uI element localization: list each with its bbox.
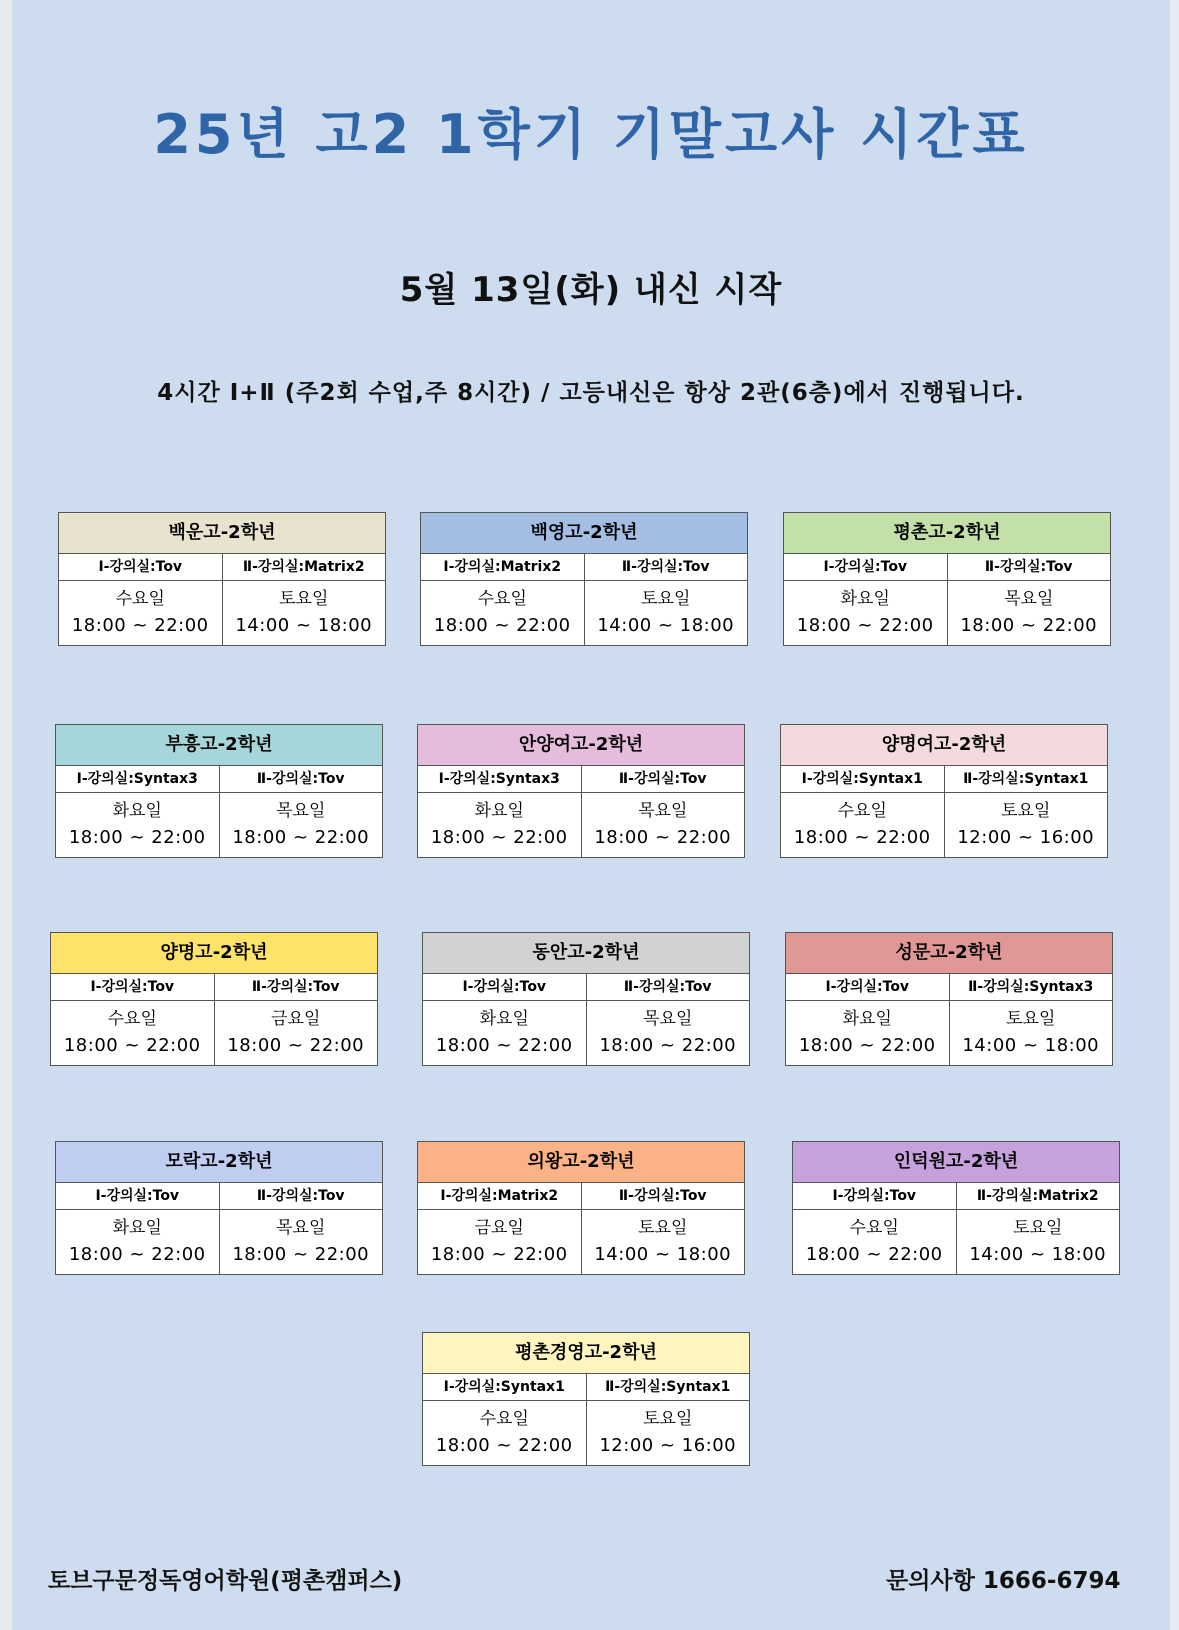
classroom-row	[784, 554, 1110, 581]
timetable-poster	[12, 0, 1170, 1630]
session-2	[586, 1001, 750, 1065]
schedule-row	[793, 1210, 1119, 1274]
classroom-2: Ⅱ-강의실:Matrix2	[956, 1183, 1120, 1209]
schedule-row	[59, 581, 385, 645]
session-2	[222, 581, 386, 645]
classroom-row	[423, 1374, 749, 1401]
session-2-time: 18:00 ~ 22:00	[594, 827, 732, 848]
classroom-row	[786, 974, 1112, 1001]
school-name: 안양여고-2학년	[418, 725, 744, 766]
classroom-2: Ⅱ-강의실:Syntax3	[949, 974, 1113, 1000]
session-1-day: 수요일	[837, 801, 887, 821]
session-2-time: 18:00 ~ 22:00	[232, 1244, 370, 1265]
session-1-day: 화요일	[840, 589, 890, 609]
session-2-day: 토요일	[279, 589, 329, 609]
class-info-text: 4시간 Ⅰ+Ⅱ (주2회 수업,주 8시간) / 고등내신은 항상 2관(6층)에서 진행됩니다.	[157, 380, 1025, 406]
schedule-row	[784, 581, 1110, 645]
session-1-time: 18:00 ~ 22:00	[430, 827, 568, 848]
classroom-row	[59, 554, 385, 581]
classroom-2: Ⅱ-강의실:Tov	[581, 1183, 745, 1209]
classroom-row	[793, 1183, 1119, 1210]
session-2-time: 12:00 ~ 16:00	[957, 827, 1095, 848]
session-2-time: 18:00 ~ 22:00	[232, 827, 370, 848]
school-name: 부흥고-2학년	[56, 725, 382, 766]
session-2	[219, 1210, 383, 1274]
session-2-time: 14:00 ~ 18:00	[969, 1244, 1107, 1265]
schedule-row	[56, 1210, 382, 1274]
session-1-day: 화요일	[474, 801, 524, 821]
contact-number: 문의사항 1666-6794	[886, 1568, 1121, 1594]
classroom-2: Ⅱ-강의실:Tov	[219, 766, 383, 792]
session-1-day: 수요일	[479, 1409, 529, 1429]
session-1	[793, 1210, 956, 1274]
session-2-time: 14:00 ~ 18:00	[962, 1035, 1100, 1056]
classroom-1: Ⅰ-강의실:Tov	[95, 1188, 180, 1204]
classroom-1: Ⅰ-강의실:Syntax3	[76, 771, 198, 787]
school-card	[780, 724, 1108, 858]
classroom-1: Ⅰ-강의실:Tov	[825, 979, 910, 995]
school-card	[417, 724, 745, 858]
session-2-day: 토요일	[643, 1409, 693, 1429]
schedule-row	[51, 1001, 377, 1065]
session-1-time: 18:00 ~ 22:00	[796, 615, 934, 636]
session-1	[56, 793, 219, 857]
session-1	[423, 1401, 586, 1465]
session-2-time: 12:00 ~ 16:00	[599, 1435, 737, 1456]
session-2-day: 목요일	[276, 801, 326, 821]
classroom-1: Ⅰ-강의실:Tov	[823, 559, 908, 575]
session-1-time: 18:00 ~ 22:00	[435, 1435, 573, 1456]
session-2-day: 목요일	[638, 801, 688, 821]
session-1	[786, 1001, 949, 1065]
session-2	[956, 1210, 1120, 1274]
session-1	[56, 1210, 219, 1274]
session-1	[421, 581, 584, 645]
school-name: 인덕원고-2학년	[793, 1142, 1119, 1183]
classroom-1: Ⅰ-강의실:Tov	[90, 979, 175, 995]
session-1	[423, 1001, 586, 1065]
school-card	[58, 512, 386, 646]
classroom-row	[56, 766, 382, 793]
session-1-time: 18:00 ~ 22:00	[433, 615, 571, 636]
classroom-1: Ⅰ-강의실:Matrix2	[443, 559, 562, 575]
classroom-2: Ⅱ-강의실:Tov	[219, 1183, 383, 1209]
classroom-row	[421, 554, 747, 581]
session-1-day: 금요일	[474, 1218, 524, 1238]
classroom-2: Ⅱ-강의실:Syntax1	[944, 766, 1108, 792]
session-1-time: 18:00 ~ 22:00	[71, 615, 209, 636]
session-1-time: 18:00 ~ 22:00	[68, 827, 206, 848]
session-1-day: 수요일	[849, 1218, 899, 1238]
session-2	[214, 1001, 378, 1065]
classroom-1: Ⅰ-강의실:Tov	[462, 979, 547, 995]
session-1-day: 수요일	[477, 589, 527, 609]
schedule-row	[423, 1401, 749, 1465]
session-2-day: 토요일	[1013, 1218, 1063, 1238]
session-2	[586, 1401, 750, 1465]
classroom-row	[418, 766, 744, 793]
school-name: 평촌경영고-2학년	[423, 1333, 749, 1374]
school-name: 양명고-2학년	[51, 933, 377, 974]
classroom-row	[51, 974, 377, 1001]
classroom-2: Ⅱ-강의실:Tov	[586, 974, 750, 1000]
classroom-1: Ⅰ-강의실:Syntax1	[443, 1379, 565, 1395]
session-1	[418, 793, 581, 857]
classroom-1: Ⅰ-강의실:Syntax1	[801, 771, 923, 787]
session-1-day: 화요일	[112, 1218, 162, 1238]
schedule-row	[781, 793, 1107, 857]
session-2-time: 14:00 ~ 18:00	[597, 615, 735, 636]
classroom-1: Ⅰ-강의실:Matrix2	[440, 1188, 559, 1204]
classroom-2: Ⅱ-강의실:Tov	[214, 974, 378, 1000]
school-card	[792, 1141, 1120, 1275]
academy-name: 토브구문정독영어학원(평촌캠퍼스)	[48, 1568, 403, 1594]
schedule-row	[421, 581, 747, 645]
session-1	[418, 1210, 581, 1274]
school-card	[422, 932, 750, 1066]
school-name: 평촌고-2학년	[784, 513, 1110, 554]
session-2-time: 14:00 ~ 18:00	[235, 615, 373, 636]
classroom-2: Ⅱ-강의실:Tov	[581, 766, 745, 792]
classroom-1: Ⅰ-강의실:Tov	[832, 1188, 917, 1204]
session-2	[947, 581, 1111, 645]
session-2-day: 목요일	[1004, 589, 1054, 609]
school-name: 양명여고-2학년	[781, 725, 1107, 766]
schedule-row	[418, 793, 744, 857]
session-1-day: 수요일	[107, 1009, 157, 1029]
classroom-2: Ⅱ-강의실:Tov	[947, 554, 1111, 580]
session-2-time: 18:00 ~ 22:00	[227, 1035, 365, 1056]
session-2	[949, 1001, 1113, 1065]
school-card	[55, 1141, 383, 1275]
classroom-1: Ⅰ-강의실:Tov	[98, 559, 183, 575]
page-title: 25년 고2 1학기 기말고사 시간표	[153, 103, 1029, 166]
session-1-day: 화요일	[112, 801, 162, 821]
session-1	[781, 793, 944, 857]
session-2-day: 토요일	[1006, 1009, 1056, 1029]
school-card	[783, 512, 1111, 646]
session-1	[784, 581, 947, 645]
schedule-row	[786, 1001, 1112, 1065]
session-2-day: 토요일	[1001, 801, 1051, 821]
session-1-time: 18:00 ~ 22:00	[793, 827, 931, 848]
session-1	[59, 581, 222, 645]
school-card	[55, 724, 383, 858]
classroom-2: Ⅱ-강의실:Matrix2	[222, 554, 386, 580]
school-card	[785, 932, 1113, 1066]
school-card	[422, 1332, 750, 1466]
schedule-row	[418, 1210, 744, 1274]
session-1-day: 화요일	[479, 1009, 529, 1029]
schedule-row	[56, 793, 382, 857]
session-2-day: 금요일	[271, 1009, 321, 1029]
schedule-row	[423, 1001, 749, 1065]
school-name: 동안고-2학년	[423, 933, 749, 974]
school-name: 의왕고-2학년	[418, 1142, 744, 1183]
classroom-row	[781, 766, 1107, 793]
session-2	[584, 581, 748, 645]
school-card	[420, 512, 748, 646]
school-name: 백운고-2학년	[59, 513, 385, 554]
classroom-2: Ⅱ-강의실:Syntax1	[586, 1374, 750, 1400]
session-2-day: 토요일	[641, 589, 691, 609]
session-1-day: 화요일	[842, 1009, 892, 1029]
session-2-day: 토요일	[638, 1218, 688, 1238]
session-2-time: 14:00 ~ 18:00	[594, 1244, 732, 1265]
classroom-row	[56, 1183, 382, 1210]
session-1-time: 18:00 ~ 22:00	[805, 1244, 943, 1265]
school-card	[50, 932, 378, 1066]
classroom-row	[423, 974, 749, 1001]
session-2	[944, 793, 1108, 857]
session-1-time: 18:00 ~ 22:00	[798, 1035, 936, 1056]
school-name: 성문고-2학년	[786, 933, 1112, 974]
start-date-heading: 5월 13일(화) 내신 시작	[399, 270, 783, 310]
session-2	[581, 793, 745, 857]
session-2-time: 18:00 ~ 22:00	[599, 1035, 737, 1056]
session-2-day: 목요일	[643, 1009, 693, 1029]
session-2-time: 18:00 ~ 22:00	[960, 615, 1098, 636]
school-name: 모락고-2학년	[56, 1142, 382, 1183]
classroom-2: Ⅱ-강의실:Tov	[584, 554, 748, 580]
session-1	[51, 1001, 214, 1065]
session-2	[219, 793, 383, 857]
school-name: 백영고-2학년	[421, 513, 747, 554]
session-1-day: 수요일	[115, 589, 165, 609]
classroom-1: Ⅰ-강의실:Syntax3	[438, 771, 560, 787]
session-2	[581, 1210, 745, 1274]
session-2-day: 목요일	[276, 1218, 326, 1238]
session-1-time: 18:00 ~ 22:00	[63, 1035, 201, 1056]
school-card	[417, 1141, 745, 1275]
session-1-time: 18:00 ~ 22:00	[435, 1035, 573, 1056]
session-1-time: 18:00 ~ 22:00	[430, 1244, 568, 1265]
session-1-time: 18:00 ~ 22:00	[68, 1244, 206, 1265]
classroom-row	[418, 1183, 744, 1210]
